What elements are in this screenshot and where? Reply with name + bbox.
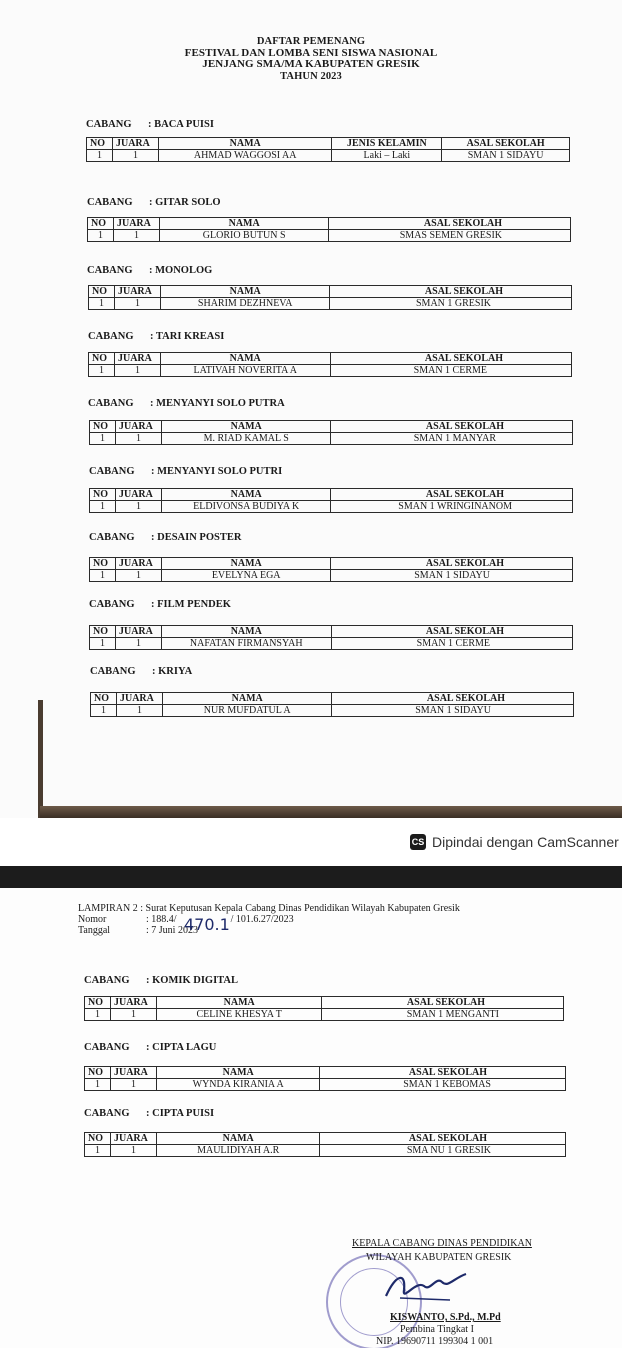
cabang-key: CABANG [84, 975, 130, 986]
winner-table [84, 1132, 566, 1157]
lampiran-header [78, 903, 460, 936]
cabang-key: CABANG [86, 119, 132, 130]
header-nama: NAMA [161, 489, 331, 501]
cabang-key: CABANG [88, 331, 134, 342]
winner-table [87, 217, 571, 242]
table-header-row [85, 1067, 566, 1079]
header-asal-sekolah: ASAL SEKOLAH [331, 489, 573, 501]
header-jenis-kelamin: JENIS KELAMIN [332, 138, 442, 150]
category-label [84, 975, 238, 986]
cabang-key: CABANG [84, 1042, 130, 1053]
table-row [90, 501, 573, 513]
cabang-value: : MONOLOG [149, 265, 213, 276]
nomor-key: Nomor [78, 914, 107, 925]
camscanner-icon: CS [410, 834, 426, 850]
header-nama: NAMA [160, 353, 330, 365]
header-juara: JUARA [115, 558, 161, 570]
nomor-tail: / 101.6.27/2023 [230, 914, 294, 925]
table-row [87, 150, 570, 162]
header-no: NO [91, 693, 117, 705]
header-juara: JUARA [115, 421, 161, 433]
header-nama: NAMA [161, 626, 331, 638]
header-nama: NAMA [162, 693, 332, 705]
cell-juara: 1 [115, 638, 161, 650]
cell-juara: 1 [116, 705, 162, 717]
cell-no: 1 [85, 1079, 111, 1091]
category-label [89, 532, 241, 543]
cell-asal-sekolah: SMAN 1 CERME [331, 638, 572, 650]
header-asal-sekolah: ASAL SEKOLAH [331, 626, 572, 638]
table-row [89, 365, 572, 377]
page-bottom-shadow [40, 806, 622, 818]
winner-table [90, 692, 574, 717]
header-nama: NAMA [161, 558, 330, 570]
header-nama: NAMA [161, 421, 331, 433]
nomor-row [78, 914, 460, 925]
header-asal-sekolah: ASAL SEKOLAH [329, 218, 571, 230]
cabang-value: : CIPTA LAGU [146, 1042, 217, 1053]
winner-table [84, 1066, 566, 1091]
cell-nama: CELINE KHESYA T [156, 1009, 322, 1021]
header-nama: NAMA [156, 997, 322, 1009]
cell-jenis-kelamin: Laki – Laki [332, 150, 442, 162]
category-label [87, 265, 212, 276]
header-juara: JUARA [112, 138, 158, 150]
header-no: NO [87, 138, 113, 150]
table-row [85, 1009, 564, 1021]
cell-asal-sekolah: SMAN 1 SIDAYU [442, 150, 570, 162]
table-row [89, 298, 572, 310]
camscanner-text: Dipindai dengan CamScanner [432, 834, 619, 850]
category-label [89, 466, 282, 477]
header-juara: JUARA [116, 693, 162, 705]
tanggal-value: : 7 Juni 2023 [146, 925, 198, 936]
cell-juara: 1 [110, 1145, 156, 1157]
winner-table [89, 420, 573, 445]
category-label [86, 119, 214, 130]
cabang-value: : KRIYA [152, 666, 193, 677]
cell-juara: 1 [115, 570, 161, 582]
header-asal-sekolah: ASAL SEKOLAH [320, 1133, 566, 1145]
header-no: NO [85, 1133, 111, 1145]
winner-table [84, 996, 564, 1021]
cell-juara: 1 [110, 1009, 156, 1021]
cabang-key: CABANG [89, 599, 135, 610]
header-no: NO [89, 286, 115, 298]
cell-no: 1 [89, 298, 115, 310]
header-asal-sekolah: ASAL SEKOLAH [331, 558, 573, 570]
cabang-value: : MENYANYI SOLO PUTRI [151, 466, 283, 477]
cell-asal-sekolah: SMAN 1 SIDAYU [331, 570, 573, 582]
header-juara: JUARA [115, 626, 161, 638]
header-nama: NAMA [158, 138, 332, 150]
header-no: NO [90, 558, 116, 570]
header-no: NO [89, 353, 115, 365]
cell-no: 1 [85, 1009, 111, 1021]
cabang-value: : TARI KREASI [150, 331, 225, 342]
category-label [88, 331, 224, 342]
table-row [91, 705, 574, 717]
cell-nama: NAFATAN FIRMANSYAH [161, 638, 331, 650]
cabang-key: CABANG [89, 466, 135, 477]
table-row [90, 638, 573, 650]
table-header-row [88, 218, 571, 230]
table-header-row [90, 421, 573, 433]
table-header-row [91, 693, 574, 705]
cell-nama: EVELYNA EGA [161, 570, 330, 582]
cell-asal-sekolah: SMAN 1 GRESIK [330, 298, 572, 310]
header-juara: JUARA [110, 1067, 156, 1079]
header-juara: JUARA [110, 997, 156, 1009]
winner-table [89, 557, 573, 582]
category-label [84, 1042, 216, 1053]
cell-juara: 1 [115, 501, 161, 513]
title-line: DAFTAR PEMENANG [256, 36, 366, 47]
header-asal-sekolah: ASAL SEKOLAH [331, 421, 573, 433]
header-no: NO [90, 489, 116, 501]
cell-asal-sekolah: SMAS SEMEN GRESIK [329, 230, 571, 242]
page-separator [0, 866, 622, 888]
cell-asal-sekolah: SMAN 1 SIDAYU [332, 705, 574, 717]
lampiran-line: LAMPIRAN 2 : Surat Keputusan Kepala Cabang Dinas Pendidikan Wilayah Kabupaten Gresik [78, 903, 460, 914]
title-line: FESTIVAL DAN LOMBA SENI SISWA NASIONAL [184, 46, 438, 59]
tanggal-key: Tanggal [78, 925, 111, 936]
category-label [84, 1108, 214, 1119]
cell-nama: MAULIDIYAH A.R [156, 1145, 320, 1157]
category-label [89, 599, 231, 610]
cell-no: 1 [88, 230, 114, 242]
table-header-row [90, 489, 573, 501]
cabang-value: : MENYANYI SOLO PUTRA [150, 398, 285, 409]
winner-table [86, 137, 570, 162]
cell-juara: 1 [113, 230, 159, 242]
category-label [88, 398, 285, 409]
header-juara: JUARA [114, 286, 160, 298]
cabang-key: CABANG [84, 1108, 130, 1119]
signature-title-2: WILAYAH KABUPATEN GRESIK [366, 1252, 512, 1263]
table-row [90, 433, 573, 445]
header-asal-sekolah: ASAL SEKOLAH [330, 353, 571, 365]
winner-table [88, 352, 572, 377]
cell-no: 1 [85, 1145, 111, 1157]
table-row [88, 230, 571, 242]
tanggal-row [78, 925, 460, 936]
cabang-value: : GITAR SOLO [149, 197, 221, 208]
table-header-row [85, 997, 564, 1009]
cell-asal-sekolah: SMAN 1 MANYAR [331, 433, 573, 445]
table-row [85, 1145, 566, 1157]
cell-juara: 1 [114, 298, 160, 310]
cell-juara: 1 [112, 150, 158, 162]
header-juara: JUARA [115, 489, 161, 501]
cell-asal-sekolah: SMAN 1 KEBOMAS [320, 1079, 566, 1091]
cell-no: 1 [89, 365, 115, 377]
document-title [0, 36, 622, 82]
page-edge-shadow [38, 700, 43, 818]
signature-title-1: KEPALA CABANG DINAS PENDIDIKAN [352, 1238, 532, 1249]
cabang-value: : KOMIK DIGITAL [146, 975, 238, 986]
cabang-value: : DESAIN POSTER [151, 532, 242, 543]
cell-nama: LATIVAH NOVERITA A [160, 365, 330, 377]
cell-juara: 1 [114, 365, 160, 377]
cell-nama: M. RIAD KAMAL S [161, 433, 331, 445]
table-row [90, 570, 573, 582]
table-header-row [85, 1133, 566, 1145]
header-no: NO [85, 1067, 111, 1079]
winner-table [89, 625, 573, 650]
title-line: TAHUN 2023 [280, 70, 342, 82]
cell-asal-sekolah: SMAN 1 WRINGINANOM [331, 501, 573, 513]
cell-no: 1 [90, 570, 116, 582]
category-label [87, 197, 221, 208]
cell-nama: SHARIM DEZHNEVA [160, 298, 330, 310]
title-line: JENJANG SMA/MA KABUPATEN GRESIK [202, 58, 420, 71]
winner-table [89, 488, 573, 513]
nomor-value: : 188.4/ [146, 914, 177, 925]
cell-no: 1 [90, 433, 116, 445]
header-juara: JUARA [110, 1133, 156, 1145]
cell-nama: WYNDA KIRANIA A [156, 1079, 320, 1091]
cell-nama: NUR MUFDATUL A [162, 705, 332, 717]
table-header-row [89, 286, 572, 298]
cabang-key: CABANG [87, 197, 133, 208]
header-nama: NAMA [156, 1067, 320, 1079]
camscanner-watermark [410, 832, 619, 852]
cell-nama: AHMAD WAGGOSI AA [158, 150, 332, 162]
header-asal-sekolah: ASAL SEKOLAH [332, 693, 574, 705]
winner-table [88, 285, 572, 310]
handwritten-signature [380, 1266, 470, 1310]
cell-juara: 1 [110, 1079, 156, 1091]
table-header-row [90, 626, 573, 638]
cell-asal-sekolah: SMA NU 1 GRESIK [320, 1145, 566, 1157]
header-asal-sekolah: ASAL SEKOLAH [320, 1067, 566, 1079]
cell-juara: 1 [115, 433, 161, 445]
cell-no: 1 [90, 501, 116, 513]
cabang-key: CABANG [87, 265, 133, 276]
table-header-row [90, 558, 573, 570]
cell-asal-sekolah: SMAN 1 CERME [330, 365, 571, 377]
header-no: NO [85, 997, 111, 1009]
cell-asal-sekolah: SMAN 1 MENGANTI [322, 1009, 564, 1021]
signature-rank: Pembina Tingkat I [400, 1324, 474, 1335]
cell-nama: ELDIVONSA BUDIYA K [161, 501, 331, 513]
cell-no: 1 [87, 150, 113, 162]
cell-no: 1 [90, 638, 116, 650]
signature-nip: NIP. 19690711 199304 1 001 [376, 1336, 494, 1347]
cell-nama: GLORIO BUTUN S [159, 230, 328, 242]
header-asal-sekolah: ASAL SEKOLAH [442, 138, 570, 150]
header-nama: NAMA [156, 1133, 320, 1145]
handwritten-number: 470.1 [184, 915, 230, 934]
cabang-value: : CIPTA PUISI [146, 1108, 215, 1119]
header-no: NO [90, 626, 116, 638]
header-no: NO [88, 218, 114, 230]
header-asal-sekolah: ASAL SEKOLAH [322, 997, 564, 1009]
header-juara: JUARA [113, 218, 159, 230]
cabang-value: : BACA PUISI [148, 119, 214, 130]
header-juara: JUARA [114, 353, 160, 365]
table-header-row [87, 138, 570, 150]
table-row [85, 1079, 566, 1091]
header-nama: NAMA [160, 286, 330, 298]
header-no: NO [90, 421, 116, 433]
category-label [90, 666, 192, 677]
cabang-key: CABANG [89, 532, 135, 543]
header-asal-sekolah: ASAL SEKOLAH [330, 286, 572, 298]
cell-no: 1 [91, 705, 117, 717]
cabang-value: : FILM PENDEK [151, 599, 231, 610]
cabang-key: CABANG [88, 398, 134, 409]
header-nama: NAMA [159, 218, 328, 230]
cabang-key: CABANG [90, 666, 136, 677]
signature-name: KISWANTO, S.Pd., M.Pd [390, 1312, 501, 1323]
table-header-row [89, 353, 572, 365]
